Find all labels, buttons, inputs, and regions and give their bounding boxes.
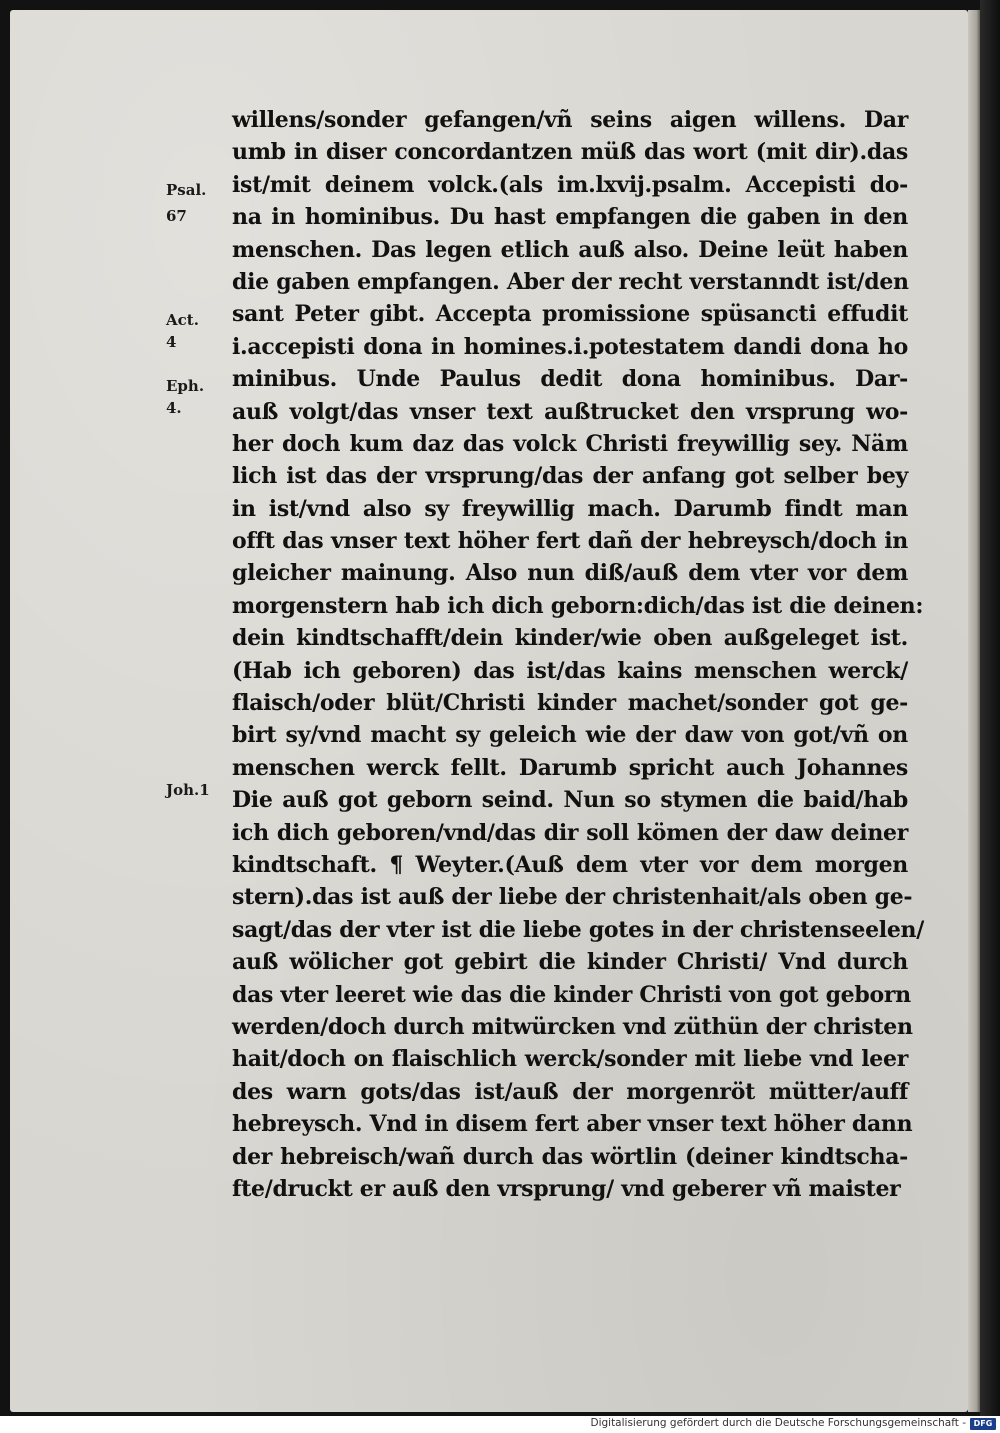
text-line: das vter leeret wie das die kinder Christi von got geborn (232, 981, 911, 1008)
text-line: flaisch/oder blüt/Christi kinder machet/sonder got ge- (232, 690, 908, 717)
text-line: hait/doch on flaischlich werck/sonder mit liebe vnd leer (232, 1046, 908, 1073)
text-line: werden/doch durch mitwürcken vnd züthün der christen (232, 1013, 913, 1040)
text-line: die gaben empfangen. Aber der recht verstanndt ist/den (232, 268, 909, 295)
text-line: auß wölicher got gebirt die kinder Christi/ Vnd durch (232, 949, 908, 976)
binding-shadow (980, 0, 1000, 1416)
text-line: lich ist das der vrsprung/das der anfang got selber bey (232, 463, 908, 490)
margin-note: 67 (166, 207, 187, 225)
text-line: ich dich geboren/vnd/das dir soll kömen der daw deiner (232, 819, 908, 846)
text-line: des warn gots/das ist/auß der morgenröt mütter/auff (232, 1078, 908, 1105)
text-line: in ist/vnd also sy freywillig mach. Darumb findt man (232, 495, 908, 522)
text-line: umb in diser concordantzen müß das wort (mit dir).das (232, 139, 908, 166)
margin-note: Act. (166, 311, 199, 329)
text-line: menschen werck fellt. Darumb spricht auch Johannes (232, 754, 908, 781)
text-line: willens/sonder gefangen/vñ seins aigen willens. Dar (232, 107, 908, 133)
text-line: gleicher mainung. Also nun diß/auß dem vter vor dem (232, 560, 908, 587)
text-line: hebreysch. Vnd in disem fert aber vnser text höher dann (232, 1111, 913, 1138)
text-line: (Hab ich geboren) das ist/das kains menschen werck/ (232, 657, 908, 684)
text-line: der hebreisch/wañ durch das wörtlin (deiner kindtscha- (232, 1143, 908, 1170)
footer-credit: Digitalisierung gefördert durch die Deutsche Forschungsgemeinschaft - (590, 1417, 966, 1429)
margin-note: 4. (166, 399, 182, 417)
margin-note: Eph. (166, 377, 205, 395)
text-line: fte/druckt er auß den vrsprung/ vnd geberer vñ maister (232, 1175, 901, 1202)
text-line: i.accepisti dona in homines.i.potestatem dandi dona ho (232, 333, 908, 360)
text-line: sagt/das der vter ist die liebe gotes in der christenseelen/ (232, 916, 924, 943)
text-line: kindtschaft. ¶ Weyter.(Auß dem vter vor dem morgen (232, 851, 908, 878)
body-text (232, 104, 924, 1205)
text-line: stern).das ist auß der liebe der christenhait/als oben ge- (232, 884, 913, 911)
dfg-logo: DFG (970, 1418, 996, 1430)
text-line: auß volgt/das vnser text außtrucket den vrsprung wo- (232, 398, 908, 425)
text-line: dein kindtschafft/dein kinder/wie oben außgeleget ist. (232, 625, 908, 652)
text-line: offt das vnser text höher fert dañ der hebreysch/doch in (232, 528, 908, 555)
text-line: menschen. Das legen etlich auß also. Deine leüt haben (232, 236, 908, 263)
text-line: Die auß got geborn seind. Nun so stymen die baid/hab (232, 787, 908, 814)
text-line: sant Peter gibt. Accepta promissione spüsancti effudit (232, 301, 908, 328)
margin-note: 4 (166, 333, 177, 351)
text-line: morgenstern hab ich dich geborn:dich/das ist die deinen: (232, 592, 924, 619)
text-line: ist/mit deinem volck.(als im.lxvij.psalm. Accepisti do- (232, 171, 908, 198)
text-line: birt sy/vnd macht sy geleich wie der daw von got/vñ on (232, 722, 908, 749)
margin-note: Joh.1 (166, 781, 210, 799)
text-line: minibus. Unde Paulus dedit dona hominibus. Dar- (232, 366, 908, 393)
text-line: na in hominibus. Du hast empfangen die gaben in den (232, 204, 908, 231)
text-line: her doch kum daz das volck Christi freywillig sey. Näm (232, 430, 908, 457)
margin-note: Psal. (166, 181, 207, 199)
